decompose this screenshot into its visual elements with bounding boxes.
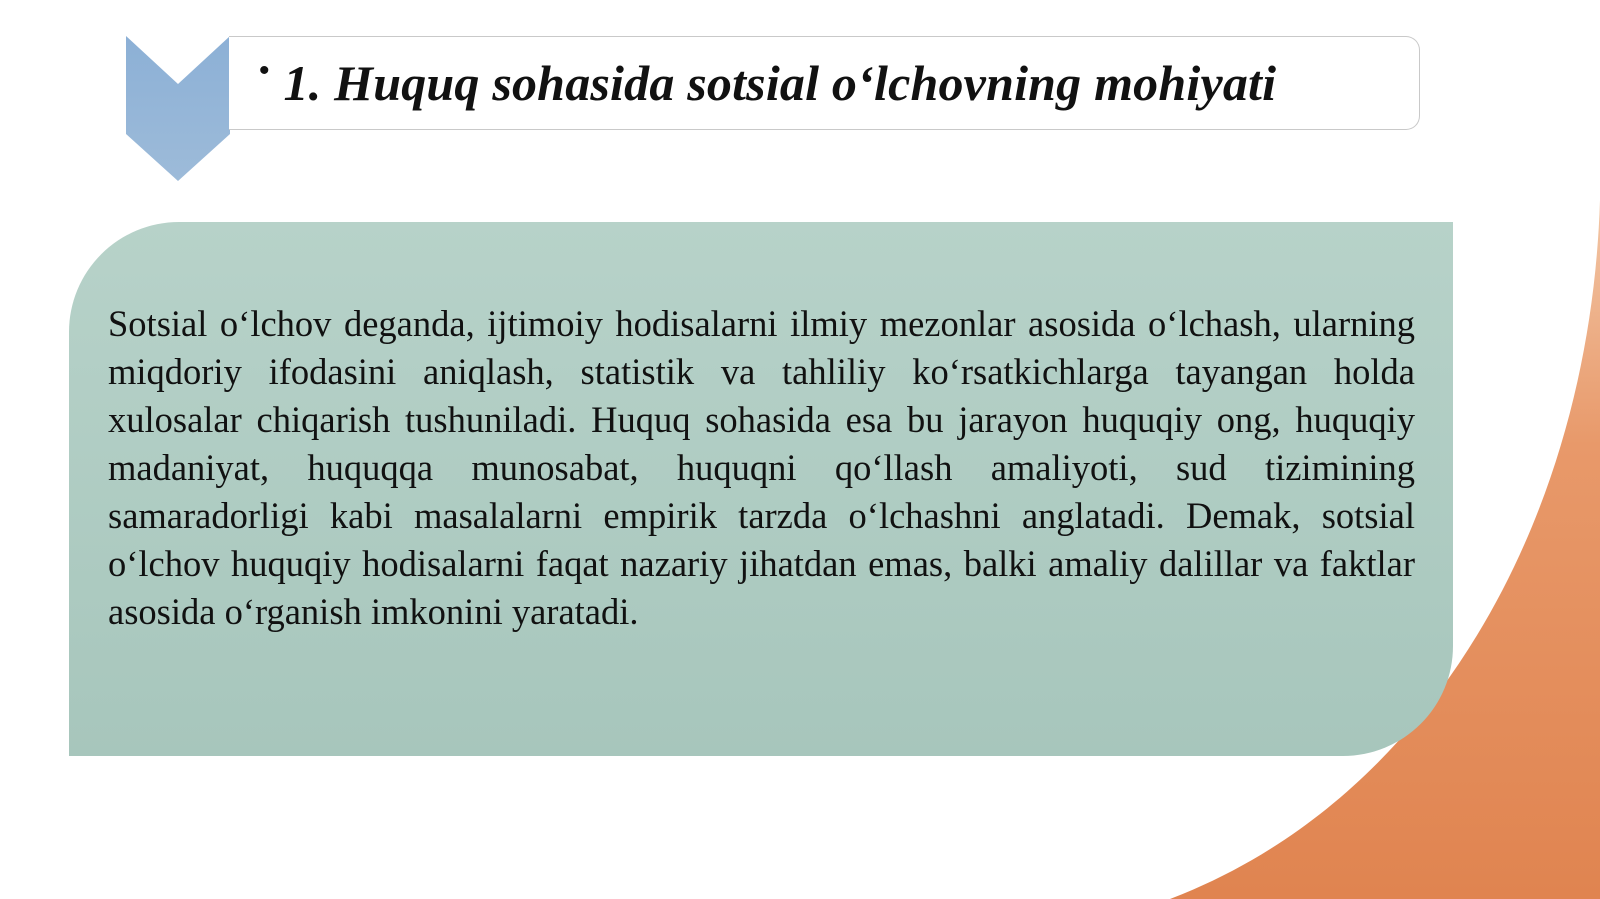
- title-box: [229, 36, 1420, 130]
- body-paragraph: Sotsial o‘lchov deganda, ijtimoiy hodisalarni ilmiy mezonlar asosida o‘lchash, ularning miqdoriy ifodasini aniqlash, statistik va tahliliy ko‘rsatkichlarga tayangan holda xulosalar chiqarish tushuniladi. Huquq sohasida esa bu jarayon huquqiy ong, huquqiy madaniyat, huquqqa munosabat, huquqni qo‘llash amaliyoti, sud tizimining samaradorligi kabi masalalarni empirik tarzda o‘lchashni anglatadi. Demak, sotsial o‘lchov huquqiy hodisalarni faqat nazariy jihatdan emas, balki amaliy dalillar va faktlar asosida o‘rganish imkonini yaratadi.: [108, 303, 1415, 632]
- chevron-down-icon: [126, 36, 230, 181]
- content-card: [69, 222, 1453, 756]
- bullet-icon: •: [259, 54, 270, 87]
- slide-title: 1. Huquq sohasida sotsial o‘lchovning mohiyati: [283, 55, 1277, 111]
